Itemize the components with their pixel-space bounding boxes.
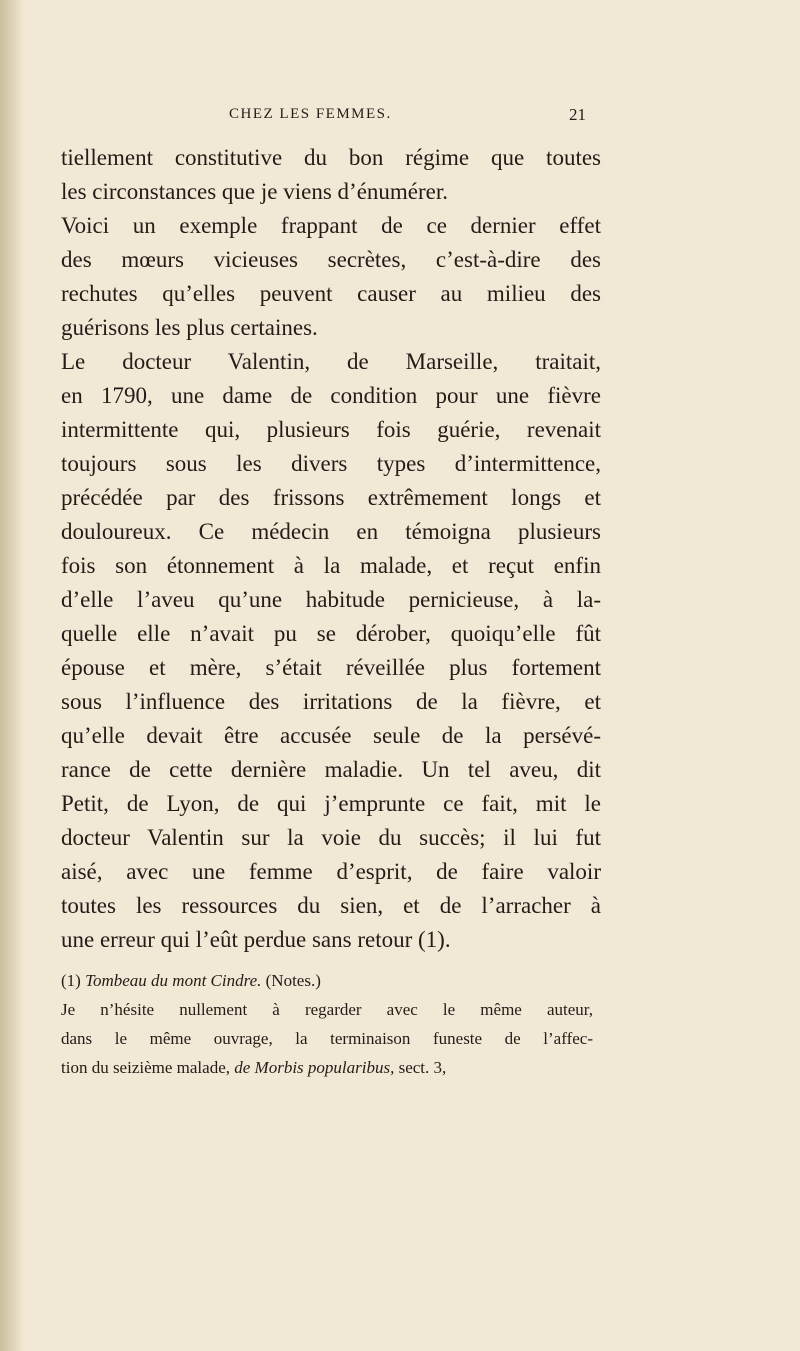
footnote-marker: (1) xyxy=(61,971,86,990)
text-line: épouse et mère, s’était réveillée plus fortement xyxy=(61,655,601,680)
text-line: précédée par des frissons extrêmement longs et xyxy=(61,485,601,510)
footnote-title: Tombeau du mont Cindre. xyxy=(85,971,262,990)
text-line: fois son étonnement à la malade, et reçut enfin xyxy=(61,553,601,578)
footnote xyxy=(61,966,593,1082)
footnote-line: dans le même ouvrage, la terminaison funeste de l’affec- xyxy=(61,1029,593,1048)
text-line: sous l’influence des irritations de la fièvre, et xyxy=(61,689,601,714)
text-line: douloureux. Ce médecin en témoigna plusieurs xyxy=(61,519,601,544)
footnote-work-title: de Morbis popularibus, xyxy=(234,1058,395,1077)
running-head xyxy=(0,106,800,136)
text-line: les circonstances que je viens d’énumérer. xyxy=(61,179,449,204)
footnote-text: tion du seizième malade, xyxy=(61,1058,235,1077)
footnote-line: Je n’hésite nullement à regarder avec le même auteur, xyxy=(61,1000,593,1019)
page-number: 21 xyxy=(569,105,586,124)
text-line: rance de cette dernière maladie. Un tel aveu, dit xyxy=(61,757,601,782)
text-line: tiellement constitutive du bon régime que toutes xyxy=(61,145,601,170)
text-line: d’elle l’aveu qu’une habitude pernicieuse, à la- xyxy=(61,587,601,612)
text-line: docteur Valentin sur la voie du succès; il lui fut xyxy=(61,825,601,850)
text-line: qu’elle devait être accusée seule de la persévé- xyxy=(61,723,601,748)
footnote-line xyxy=(61,1053,593,1082)
text-line: quelle elle n’avait pu se dérober, quoiqu’elle fût xyxy=(61,621,601,646)
text-line: Voici un exemple frappant de ce dernier effet xyxy=(61,213,601,238)
text-line: aisé, avec une femme d’esprit, de faire valoir xyxy=(61,859,601,884)
text-line: des mœurs vicieuses secrètes, c’est-à-dire des xyxy=(61,247,601,272)
footnote-text: sect. 3, xyxy=(394,1058,447,1077)
running-title: CHEZ LES FEMMES. xyxy=(229,106,392,122)
text-line: Petit, de Lyon, de qui j’emprunte ce fait, mit le xyxy=(61,791,601,816)
text-line: une erreur qui l’eût perdue sans retour (1). xyxy=(61,927,451,952)
footnote-line xyxy=(61,966,593,995)
text-line: guérisons les plus certaines. xyxy=(61,315,318,340)
footnote-note: (Notes.) xyxy=(261,971,321,990)
text-line: rechutes qu’elles peuvent causer au milieu des xyxy=(61,281,601,306)
text-line: en 1790, une dame de condition pour une fièvre xyxy=(61,383,601,408)
text-line: Le docteur Valentin, de Marseille, traitait, xyxy=(61,349,601,374)
text-line: intermittente qui, plusieurs fois guérie, revenait xyxy=(61,417,601,442)
text-line: toutes les ressources du sien, et de l’arracher à xyxy=(61,893,601,918)
text-line: toujours sous les divers types d’intermittence, xyxy=(61,451,601,476)
main-text xyxy=(61,141,601,957)
